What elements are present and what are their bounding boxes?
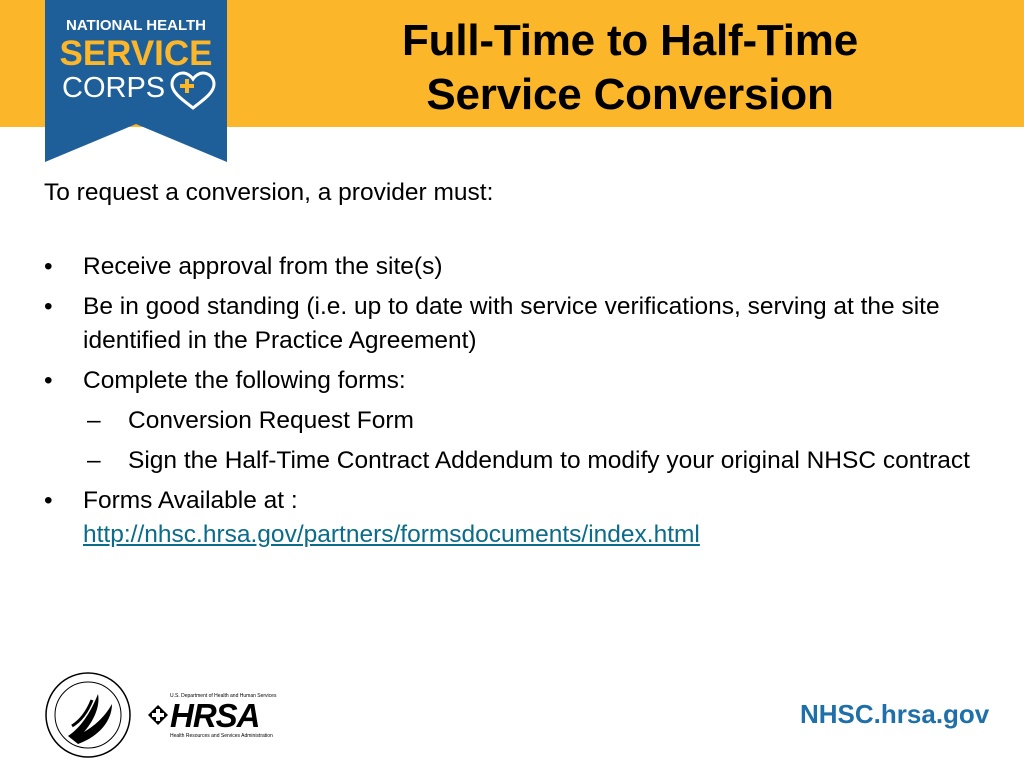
bullet-text: Complete the following forms: [83,367,406,394]
hrsa-logo [148,693,280,745]
title-line1: Full-Time to Half-Time [401,16,858,65]
bullet-text: Receive approval from the site(s) [83,253,443,280]
footer-site-url: NHSC.hrsa.gov [800,699,990,729]
bullet-item [44,364,994,478]
bullet-marker: • [44,367,53,394]
hrsa-department-text: U.S. Department of Health and Human Services [170,693,277,699]
sub-item [83,444,994,478]
logo-line3: CORPS [62,72,166,104]
sub-item [83,404,994,438]
dash-marker: – [87,447,101,474]
nhsc-logo-ribbon [45,0,227,162]
requirements-list [44,250,994,552]
slide-title [300,14,960,122]
intro-text: To request a conversion, a provider must: [44,179,494,206]
sub-text: Conversion Request Form [128,407,414,434]
bullet-marker: • [44,293,53,320]
dash-marker: – [87,407,101,434]
nhsc-logo [45,0,227,162]
slide-body [44,176,994,558]
hrsa-agency-text: Health Resources and Services Administration [170,733,273,739]
logo-line2: SERVICE [59,34,213,73]
bullet-marker: • [44,253,53,280]
bullet-item [44,250,994,284]
hrsa-diamond-icon [148,705,168,725]
logo-line1: NATIONAL HEALTH [66,17,206,34]
bullet-marker: • [44,487,53,514]
bullet-text: Forms Available at : [83,487,298,514]
bullet-text: Be in good standing (i.e. up to date with service verifications, serving at the site identified in the Practice Agreement) [83,293,940,354]
title-line2: Service Conversion [426,70,834,119]
hhs-eagle-seal-icon [42,670,134,760]
bullet-item [44,290,994,358]
forms-sublist [83,404,994,478]
hrsa-wordmark: HRSA [170,697,260,734]
bullet-item [44,484,994,552]
forms-link[interactable]: http://nhsc.hrsa.gov/partners/formsdocuments/index.html [83,521,700,548]
sub-text: Sign the Half-Time Contract Addendum to modify your original NHSC contract [128,447,970,474]
